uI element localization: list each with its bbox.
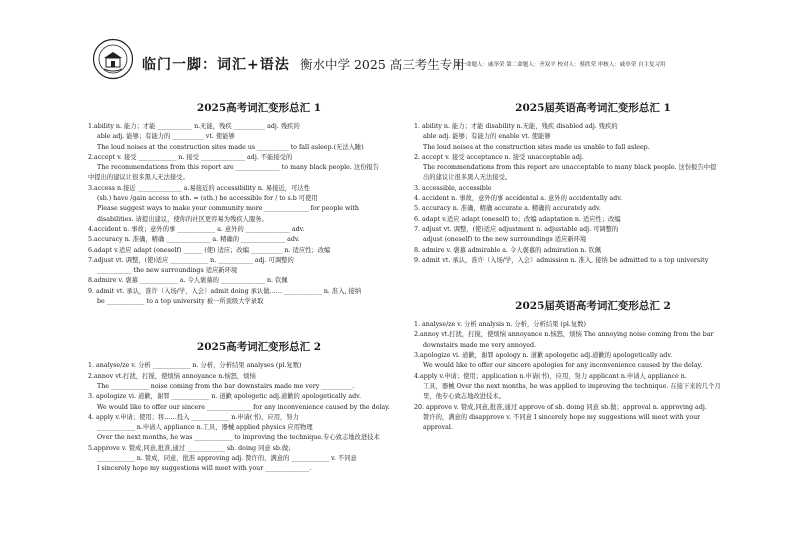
text-line: 5.approve v. 赞成,同意,批准,通过 ____________ sb. doing 同意 sb.做； bbox=[88, 444, 295, 452]
text-line: ___________ the new surroundings 适应新环境 bbox=[97, 267, 238, 275]
header-credits: 第一命题人：戚举荣 第二命题人：齐双平 校对人：蔡欣荣 审核人：戚举荣 自主复习用 bbox=[455, 62, 666, 68]
text-line: 8. admire v. 褒慕 admirable a. 令人褒慕的 admiration n. 钦佩 bbox=[414, 246, 602, 254]
text-line: 2.accept v. 接受 ____________ n. 接受 ______________ adj. 不能接受的 bbox=[88, 153, 293, 161]
text-line: 4.apply v.申请；使用；application n.申请(书)，应用，努力 applicant n.申请人 appliance n. bbox=[414, 372, 687, 380]
text-line: 里，他专心致志地改进技术。 bbox=[423, 393, 505, 401]
header-subtitle: 衡水中学 2025 高三考生专用 bbox=[300, 57, 465, 72]
text-line: The recommendations from this report are unacceptable to many black people. 这份报告中提 bbox=[423, 164, 717, 172]
text-line: 4.accident n. 事故；意外的事 ____________ a. 意外的 ______________ adv. bbox=[88, 225, 305, 233]
text-line: The ____________ noise coming from the bar downstairs made me very __________. bbox=[97, 382, 355, 390]
text-line: ____________ n. 赞成，同意，批准 approving adj. 赞许的，满意的 ____________ v. 不同意 bbox=[97, 455, 357, 463]
text-line: 8.admire v. 褒慕 ____________ a. 令人褒慕的 ______________ n. 钦佩 bbox=[88, 277, 288, 285]
text-line: 工具，器械 Over the next months, he was applied to improving the technique. 在接下来的几个月 bbox=[423, 382, 721, 390]
text-line: disabilities. 请提出建议，使你的社区更容易为残疾人服务。 bbox=[97, 215, 268, 223]
text-line: able adj. 能够；有能力的 enable vt. 使能够 bbox=[423, 133, 551, 141]
text-line: 中提出的建议让很多黑人无法接受。 bbox=[88, 174, 189, 182]
text-line: able adj. 能够；有能力的 __________ vt. 使能够 bbox=[97, 133, 235, 141]
text-line: 7. adjust vt. 调整，(使)适应 adjustment n. adjustable adj. 可调整的 bbox=[414, 225, 619, 233]
text-line: The loud noises at the construction sites made us unable to fall asleep. bbox=[423, 143, 650, 151]
text-line: (sb.) have /gain access to sth. = (sth.) be accessible for / to s.b 可使用 bbox=[97, 195, 318, 203]
text-line: 2.annoy vt.打扰，打搅，使烦恼 annoyance n.恼怒，烦恼 The annoying noise coming from the bar bbox=[414, 331, 714, 339]
left-column bbox=[88, 88, 430, 475]
text-line: 4. accident n. 事故，意外的事 accidental a. 意外的 accidentally adv. bbox=[414, 195, 622, 203]
text-line: 3.access n.接近 ______________ a.易接近的 accessibility n. 易接近，可达性 bbox=[88, 184, 310, 192]
header-title: 临门一脚：词汇+语法 bbox=[142, 57, 290, 73]
text-line: 出的建议让很多黑人无法接受。 bbox=[423, 174, 512, 182]
right-column bbox=[414, 88, 772, 433]
section-title: 2025高考词汇变形总汇 2 bbox=[196, 341, 322, 354]
section-body bbox=[88, 361, 430, 474]
text-line: Please suggest ways to make your community more ______________ for people with bbox=[97, 205, 359, 213]
text-line: 2. accept v. 接受 acceptance n. 接受 unacceptable adj. bbox=[414, 153, 584, 161]
text-line: 1. analyse/ze v. 分析 ____________ n. 分析，分析结果 analyses (pl.复数) bbox=[88, 362, 302, 370]
text-line: 9. admit vt. 承认，准许（入场/学，入会）admission n. 准入, 接纳 be admitted to a top university bbox=[414, 256, 709, 264]
section-title: 2025届英语高考词汇变形总汇 1 bbox=[515, 102, 671, 114]
text-line: We would like to offer our sincere ______________ for any inconvenience caused by the delay. bbox=[97, 403, 390, 411]
section-body bbox=[88, 122, 430, 307]
text-line: adjust (oneself) to the new surroundings 适应新环境 bbox=[423, 236, 587, 244]
text-line: The recommendations from this report are ______________ to many black people. 这份报告 bbox=[97, 164, 380, 172]
text-line: We would like to offer our sincere apologies for any inconvenience caused by the delay. bbox=[423, 362, 703, 370]
text-line: 6. adapt v.适应 adapt (oneself) to；改编 adaptation n. 适应性；改编 bbox=[414, 215, 621, 223]
text-line: 4. apply v.申请；使用；将……投入 ____________ n.申请(书)，应用，努力 bbox=[88, 413, 299, 421]
school-seal-logo bbox=[92, 38, 134, 80]
text-line: approval. bbox=[423, 424, 453, 432]
text-line: I sincerely hope my suggestions will meet with your ______________. bbox=[97, 465, 312, 473]
text-line: 赞许的，满意的 disapprove v. 不同意 I sincerely hope my suggestions will meet with your bbox=[423, 413, 701, 421]
text-line: 3. apologize vi. 道歉，谢罪 ____________ n. 道歉 apologetic adj.道歉的 apologetically adv. bbox=[88, 393, 361, 401]
text-line: 3.apologize vi. 道歉，谢罪 apology n. 道歉 apologetic adj.道歉的 apologetically adv. bbox=[414, 352, 673, 360]
text-line: 1.ability n. 能力；才能 ___________ n.无能，残疾 __________ adj. 残疾的 bbox=[88, 123, 300, 130]
section-title: 2025高考词汇变形总汇 1 bbox=[196, 102, 322, 114]
text-line: 1. ability n. 能力；才能 disability n.无能，残疾 disabled adj. 残疾的 bbox=[414, 123, 618, 130]
section-title: 2025届英语高考词汇变形总汇 2 bbox=[515, 300, 671, 313]
text-line: 6.adapt v.适应 adapt (oneself) ______ (使) 适应；改编 __________ n. 适应性；改编 bbox=[88, 246, 331, 254]
text-line: be ____________ to a top university 被一所顶级大学录取 bbox=[97, 298, 264, 306]
text-line: Over the next months, he was ____________ to improving the technique.专心致志地改进技术 bbox=[97, 434, 380, 442]
text-line: 5.accuracy n. 准确，精确 ______________ a. 精确的 ______________ adv. bbox=[88, 236, 300, 244]
text-line: 1. analyse/ze v. 分析 analysis n. 分析，分析结果 (pl.复数) bbox=[414, 321, 586, 329]
text-line: 7.adjust vt. 调整，(使)适应 ____________ n. ___________ adj. 可调整的 bbox=[88, 256, 294, 264]
section-body bbox=[414, 122, 772, 266]
text-line: 20. approve v. 赞成,同意,批准,通过 approve of sb. doing 同意 sb.做；approval n. approving adj. bbox=[414, 403, 707, 411]
text-line: 5. accuracy n. 准确，精确 accurate a. 精确的 accurately adv. bbox=[414, 205, 601, 213]
text-line: ____________ n.申请人 appliance n.工具，器械 applied physics 应用物理 bbox=[97, 424, 313, 432]
text-line: 2.annov vt.打扰，打搅，使烦恼 annoyance n.恼怒，烦恼 bbox=[88, 372, 256, 380]
text-line: 3. accessible, accessible bbox=[414, 184, 492, 192]
text-line: The loud noises at the construction sites made us __________ to fall asleep.(无法入睡) bbox=[97, 143, 364, 151]
section-body bbox=[414, 320, 772, 433]
text-line: 9. admit vt. 承认，准许（入场/学，入会）admit doing 承认做…… ____________ n. 准入, 接纳 bbox=[88, 287, 362, 295]
text-line: downstairs made me very annoyed. bbox=[423, 341, 537, 349]
